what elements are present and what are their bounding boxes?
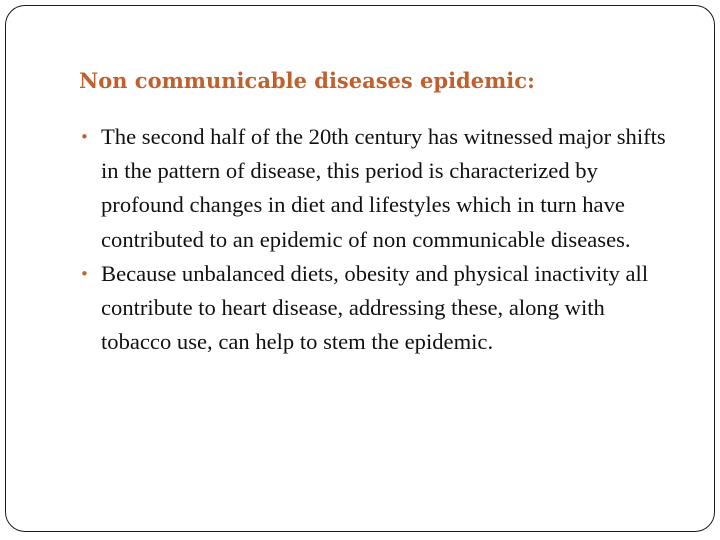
bullet-text: The second half of the 20th century has witnessed major shifts in the pattern of disease, this period is characterized by profound changes in diet and lifestyles which in turn have contributed to an epidemic of non communicable diseases. (101, 124, 666, 252)
bullet-marker-icon: • (80, 264, 89, 283)
bullet-item (80, 120, 680, 257)
bullet-text: Because unbalanced diets, obesity and physical inactivity all contribute to heart disease, addressing these, along with tobacco use, can help to stem the epidemic. (101, 260, 649, 355)
slide-title: Non communicable diseases epidemic: (79, 68, 535, 93)
bullet-marker-icon: • (80, 128, 89, 146)
bullet-item (80, 257, 680, 360)
bullet-list (80, 120, 680, 359)
